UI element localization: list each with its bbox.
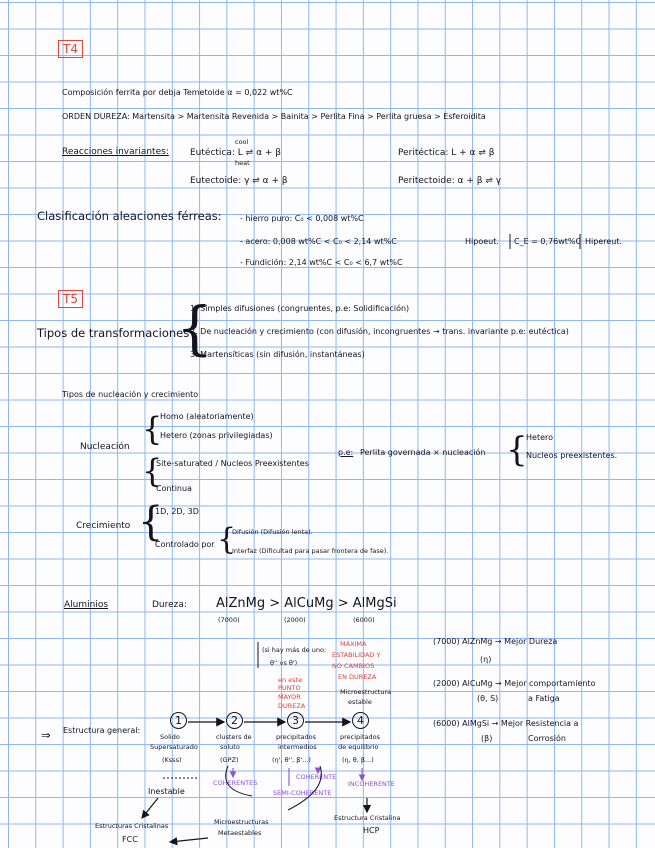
metaestables-arrow (170, 838, 208, 842)
continua: Continua (156, 484, 192, 493)
reacciones-label: Reacciones invariantes: (62, 147, 169, 157)
mayor-2: DUREZA (278, 702, 306, 710)
fcc-label-1: Estructuras Cristalinas (95, 822, 169, 830)
pe-nucleos: Nucleos preexistentes. (526, 451, 618, 460)
tipo-2: 2. De nucleación y crecimiento (con difusión, incongruentes → trans. invariante p.e: eutéctica) (190, 327, 569, 336)
serie-2000: (2000) (284, 616, 306, 624)
homo: Homo (aleatoriamente) (160, 412, 254, 421)
composicion-ferrita: Composición ferrita por debja Temetoide α = 0,022 wt%C (62, 88, 293, 97)
orden-dureza: ORDEN DUREZA: Martensita > Martensita Revenida > Bainita > Perlita Fina > Perlita gruesa > Esferoidita (62, 112, 486, 121)
nucleacion-title: Tipos de nucleación y crecimiento (62, 390, 199, 399)
aplicacion-7000-fase: (η) (480, 655, 492, 664)
aplicacion-7000: (7000) AlZnMg → Mejor Dureza (433, 637, 558, 646)
step-3-a: precipitados (276, 733, 316, 741)
section-tag-t5: T5 (58, 290, 83, 308)
step-4-b: de equilibrio (338, 743, 379, 751)
fcc-label-2: FCC (122, 835, 138, 844)
aplicacion-6000-corrosion: Corrosión (528, 734, 566, 743)
brace-transformaciones: { (176, 294, 213, 362)
nota-theta: θ'' vs θ') (270, 659, 298, 667)
step-2-a: clusters de (216, 733, 252, 741)
controlado-por: Controlado por (155, 540, 215, 549)
group-curve-left (226, 766, 252, 796)
step-2-c: (GPZ) (220, 756, 239, 764)
peritectica: Peritéctica: L + α ⇌ β (398, 148, 495, 158)
dureza-expr: AlZnMg > AlCuMg > AlMgSi (216, 596, 397, 611)
mayor-1: MAYOR (278, 693, 301, 701)
site-saturated: Site-saturated / Nucleos Preexistentes (156, 459, 309, 468)
aplicacion-6000: (6000) AlMgSi → Mejor Resistencia a (433, 719, 579, 728)
aplicacion-2000: (2000) AlCuMg → Mejor comportamiento (433, 679, 596, 688)
aplicacion-2000-fatiga: a Fatiga (528, 694, 560, 703)
maxima-4: EN DUREZA (338, 673, 377, 681)
step-3-b: intermedios (278, 743, 317, 751)
difusion: Difusión (Difusión lenta). (232, 528, 313, 536)
aluminios-label: Aluminios (64, 600, 109, 610)
implies-arrow: ⇒ (41, 728, 51, 742)
brace-nucleacion-bottom: { (142, 452, 163, 490)
micro-estable-1: Microestructura (340, 688, 392, 696)
step-3-circle: 3 (287, 712, 304, 729)
micro-estable-2: estable (348, 698, 372, 706)
cool-label: cool (235, 138, 249, 146)
punto-1: en este (278, 676, 303, 684)
hcp-label-1: Estructura Cristalina (334, 814, 401, 822)
eutectica: Eutéctica: L ⇌ α + β (190, 148, 282, 158)
eutectoide: Eutectoide: γ ⇌ α + β (190, 176, 288, 186)
step-4-a: precipitados (340, 733, 380, 741)
step-4-c: (η, θ, β...) (342, 756, 374, 764)
metaestables-label-1: Microestructuras (214, 818, 269, 826)
heat-label: heat (235, 159, 250, 167)
fundicion: - Fundición: 2,14 wt%C < C₀ < 6,7 wt%C (240, 258, 403, 267)
metaestables-label-2: Metaestables (218, 829, 262, 837)
hipereutectoide: Hipereut. (585, 237, 623, 246)
dureza-label: Dureza: (152, 600, 187, 610)
semi-coherente-label: SEMI-COHERENTE (273, 789, 332, 797)
step-2-b: soluto (220, 743, 240, 751)
coherentes-label: COHERENTES (213, 779, 258, 787)
nota-si: (si hay más de uno: (262, 646, 327, 654)
maxima-2: ESTABILIDAD Y (332, 651, 381, 659)
tipo-3: 3. Martensíticas (sin difusión, instantáneas) (190, 350, 365, 359)
hierro-puro: - hierro puro: C₀ < 0,008 wt%C (240, 214, 364, 223)
aplicacion-2000-fase: (θ, S) (477, 694, 499, 703)
pe-hetero: Hetero (526, 433, 554, 442)
group-curve-right (288, 766, 321, 810)
step-2-circle: 2 (226, 712, 243, 729)
inestable-label: Inestable (148, 787, 185, 796)
maxima-1: MÁXIMA (340, 640, 367, 648)
nucleacion-label: Nucleación (80, 442, 130, 452)
tipos-transformaciones-label: Tipos de transformaciones (37, 326, 190, 340)
step-3-c: (η', θ'', β'...) (272, 756, 311, 764)
hcp-label-2: HCP (363, 826, 380, 835)
step-4-circle: 4 (352, 712, 369, 729)
punto-2: PUNTO (278, 684, 301, 692)
pe-text: Perlita governada × nucleación (360, 448, 486, 457)
ce-value: C_E = 0,76wt%C (514, 237, 582, 246)
step-1-b: Supersaturado (150, 743, 198, 751)
coherente-label: COHERENTE (296, 773, 337, 781)
brace-nucleacion-top: { (142, 410, 163, 448)
hetero: Hetero (zonas privilegiadas) (160, 431, 273, 440)
acero: - acero: 0,008 wt%C < C₀ < 2,14 wt%C (240, 237, 397, 246)
dimensiones: 1D, 2D, 3D (155, 507, 199, 516)
serie-7000: (7000) (218, 616, 240, 624)
brace-pe: { (506, 430, 528, 470)
brace-controlado: { (217, 522, 237, 557)
step-1-c: (Ksss) (162, 756, 182, 764)
estructura-general: Estructura general: (63, 726, 141, 735)
pe-label: p.e: (338, 448, 354, 457)
maxima-3: NO CAMBIOS (332, 662, 375, 670)
section-tag-t4: T4 (58, 40, 83, 58)
clasificacion-label: Clasificación aleaciones férreas: (37, 209, 222, 223)
fcc-arrow (142, 798, 158, 818)
crecimiento-label: Crecimiento (76, 521, 131, 531)
step-1-circle: 1 (170, 712, 187, 729)
incoherente-label: INCOHERENTE (348, 780, 395, 788)
peritectoide: Peritectoide: α + β ⇌ γ (398, 176, 502, 186)
interfaz: Interfaz (Dificultad para pasar frontera de fase). (232, 547, 389, 555)
tipo-1: 1. Simples difusiones (congruentes, p.e: Solidificación) (190, 304, 410, 313)
step-1-a: Solido (160, 733, 180, 741)
brace-crecimiento: { (138, 499, 164, 545)
aplicacion-6000-fase: (β) (481, 734, 493, 743)
serie-6000: (6000) (353, 616, 375, 624)
hipoeutectoide: Hipoeut. (465, 237, 499, 246)
